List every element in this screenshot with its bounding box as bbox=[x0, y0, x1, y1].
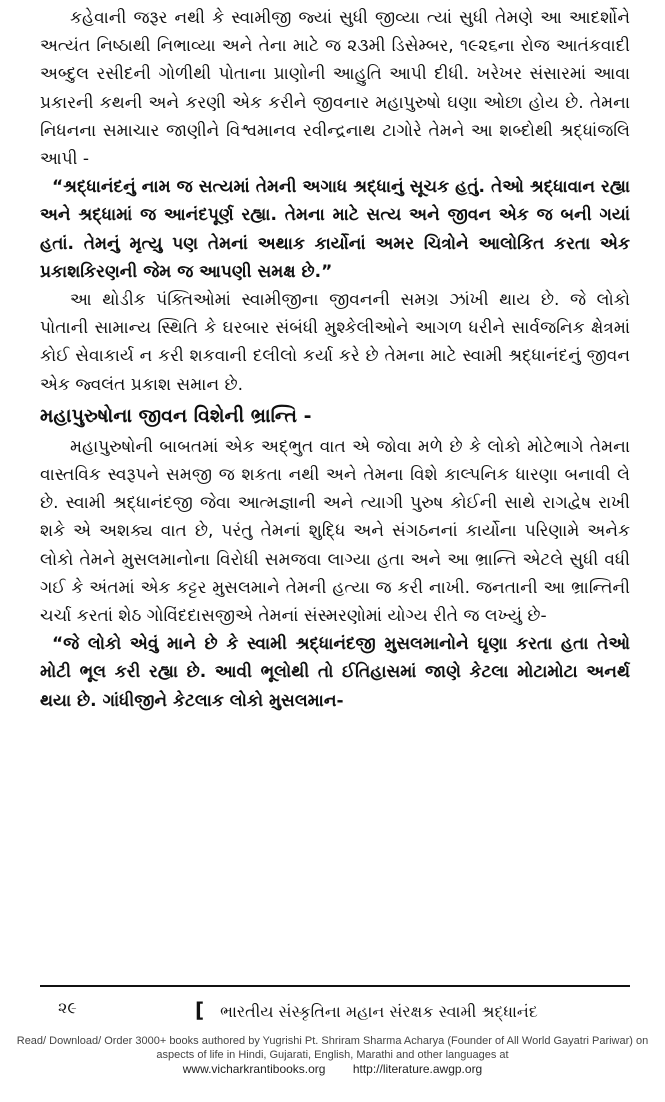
bracket-mark: [ bbox=[195, 998, 205, 1022]
page-footer bbox=[40, 998, 630, 1024]
footer-divider bbox=[40, 985, 630, 987]
paragraph-intro: કહેવાની જરૂર નથી કે સ્વામીજી જ્યાં સુધી જીવ્યા ત્યાં સુધી તેમણે આ આદર્શોને અત્યંત નિષ્ઠાથી નિભાવ્યા અને તેના માટે જ ૨૩મી ડિસેમ્બર, ૧૯૨૬ના રોજ આતંકવાદી અબ્દુલ રસીદની ગોળીથી પોતાના પ્રાણોની આહુતિ આપી દીધી. ખરેખર સંસારમાં આવા પ્રકારની કથની અને કરણી એક કરીને જીવનાર મહાપુરુષો ઘણા ઓછા હોય છે. તેમના નિધનના સમાચાર જાણીને વિશ્વમાનવ રવીન્દ્રનાથ ટાગોરે તેમને આ શબ્દોથી શ્રદ્ધાંજલિ આપી - bbox=[40, 8, 630, 170]
link-vicharkranti[interactable]: www.vicharkrantibooks.org bbox=[182, 1062, 326, 1076]
running-title bbox=[195, 998, 538, 1022]
page-body bbox=[40, 4, 630, 715]
promo-text: Read/ Download/ Order 3000+ books authored by Yugrishi Pt. Shriram Sharma Acharya (Founder of All World Gayatri Pariwar) on aspects of life in Hindi, Gujarati, English, Marathi and other languages at bbox=[16, 1035, 649, 1061]
link-literature[interactable]: http://literature.awgp.org bbox=[352, 1062, 483, 1076]
paragraph-misconception: મહાપુરુષોની બાબતમાં એક અદ્‌ભુત વાત એ જોવા મળે છે કે લોકો મોટેભાગે તેમના વાસ્તવિક સ્વરૂપને સમજી જ શકતા નથી અને તેમના વિશે કાલ્પનિક ધારણા બનાવી લે છે. સ્વામી શ્રદ્ધાનંદજી જેવા આત્મજ્ઞાની અને ત્યાગી પુરુષ કોઈની સાથે રાગદ્વેષ રાખી શકે એ અશક્ય વાત છે, પરંતુ તેમનાં શુદ્ધિ અને સંગઠનનાં કાર્યોના પરિણામે અનેક લોકો તેમને મુસલમાનોના વિરોધી સમજવા લાગ્યા હતા અને આ ભ્રાન્તિ એટલે સુધી વધી ગઈ કે અંતમાં એક કટ્ટર મુસલમાને તેમની હત્યા જ કરી નાખી. જનતાની આ ભ્રાન્તિની ચર્ચા કરતાં શેઠ ગોવિંદદાસજીએ તેમનાં સંસ્મરણોમાં યોગ્ય રીતે જ લખ્યું છે- bbox=[40, 436, 630, 627]
section-heading: મહાપુરુષોના જીવન વિશેની ભ્રાન્તિ - bbox=[40, 404, 312, 427]
paragraph-summary: આ થોડીક પંક્તિઓમાં સ્વામીજીના જીવનની સમગ્ર ઝાંખી થાય છે. જે લોકો પોતાની સામાન્ય સ્થિતિ કે ઘરબાર સંબંધી મુશ્કેલીઓને આગળ ધરીને સાર્વજનિક ક્ષેત્રમાં કોઈ સેવાકાર્ય ન કરી શકવાની દલીલો કર્યા કરે છે તેમના માટે સ્વામી શ્રદ્ધાનંદનું જીવન એક જ્વલંત પ્રકાશ સમાન છે. bbox=[40, 290, 630, 395]
promo-banner bbox=[0, 1034, 665, 1076]
promo-links bbox=[0, 1062, 665, 1076]
page-number: ૨૯ bbox=[58, 998, 77, 1017]
book-title: ભારતીય સંસ્કૃતિના મહાન સંરક્ષક સ્વામી શ્રદ્ધાનંદ bbox=[220, 1002, 538, 1021]
quote-tagore: “શ્રદ્ધાનંદનું નામ જ સત્યમાં તેમની અગાધ શ્રદ્ધાનું સૂચક હતું. તેઓ શ્રદ્ધાવાન રહ્યા અને શ્રદ્ધામાં જ આનંદપૂર્ણ રહ્યા. તેમના માટે સત્ય અને જીવન એક જ બની ગયાં હતાં. તેમનું મૃત્યુ પણ તેમનાં અથાક કાર્યોનાં અમર ચિત્રોને આલોકિત કરતા એક પ્રકાશકિરણની જેમ જ આપણી સમક્ષ છે.” bbox=[40, 177, 630, 282]
quote-govinddas: “જે લોકો એવું માને છે કે સ્વામી શ્રદ્ધાનંદજી મુસલમાનોને ઘૃણા કરતા હતા તેઓ મોટી ભૂલ કરી રહ્યા છે. આવી ભૂલોથી તો ઈતિહાસમાં જાણે કેટલા મોટામોટા અનર્થ થયા છે. ગાંધીજીને કેટલાક લોકો મુસલમાન- bbox=[40, 634, 630, 711]
